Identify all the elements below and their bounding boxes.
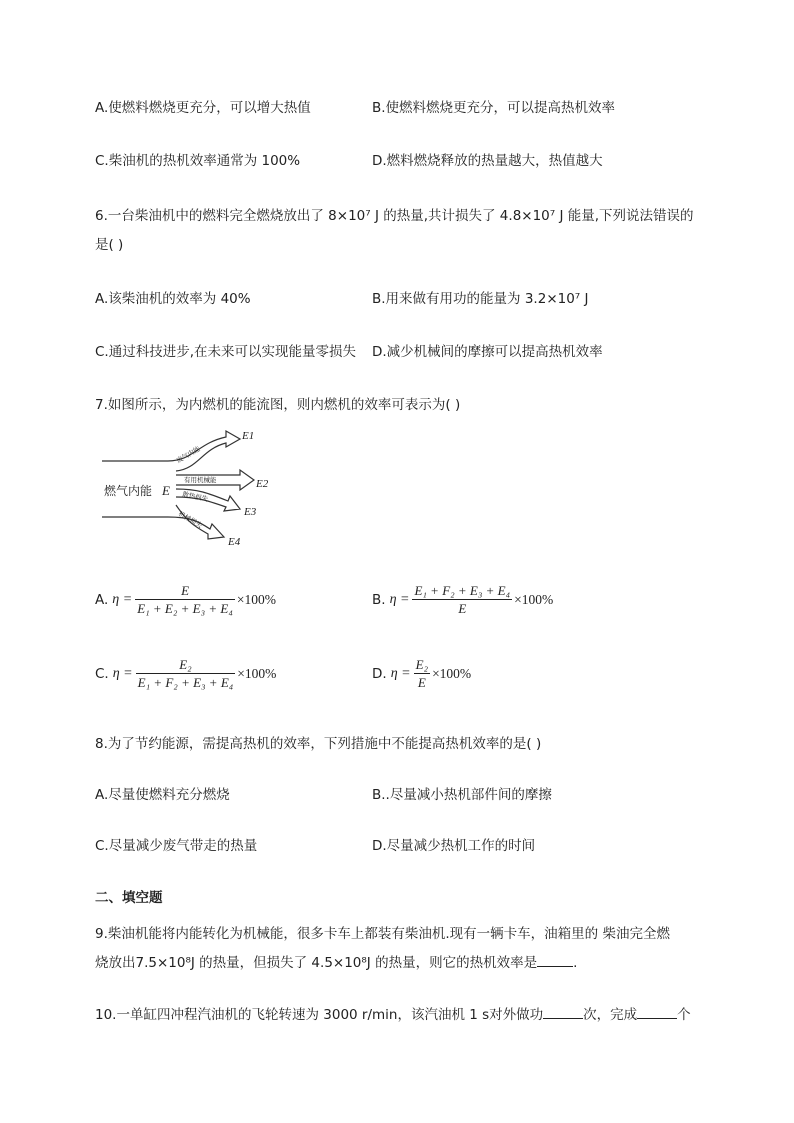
q7-option-a-percent: ×100% [236, 591, 276, 607]
q7-option-c-denominator: E₁ + F₂ + E₃ + E₄ [137, 675, 234, 690]
q7-option-b-fraction [412, 582, 512, 617]
q7-option-b-numerator: E₁ + F₂ + E₃ + E₄ [414, 583, 511, 598]
q8-stem: 8.为了节约能源，需提高热机的效率，下列措施中不能提高热机效率的是( ) [95, 736, 542, 752]
q6-option-d: D.减少机械间的摩擦可以提高热机效率 [372, 344, 603, 360]
q7-option-c [95, 656, 276, 691]
q7-option-a-label: A. [95, 591, 109, 608]
q9-answer-blank[interactable] [537, 954, 573, 967]
q7-option-d-fraction [414, 656, 430, 691]
q6-option-b: B.用来做有用功的能量为 3.2×10⁷ J [372, 291, 589, 307]
diagram-e2-label: E2 [256, 478, 269, 490]
q7-option-b [372, 582, 553, 617]
q6-stem-line1: 6.一台柴油机中的燃料完全燃烧放出了 8×10⁷ J 的热量,共计损失了 4.8×10⁷ J 能量,下列说法错误的 [95, 208, 694, 224]
q7-option-d-numerator: E₂ [415, 657, 429, 672]
q5-option-c: C.柴油机的热机效率通常为 100% [95, 153, 301, 169]
q7-option-c-percent: ×100% [237, 665, 277, 681]
q6-option-c: C.通过科技进步,在未来可以实现能量零损失 [95, 344, 357, 360]
q7-option-b-percent: ×100% [514, 591, 554, 607]
q7-option-c-fraction [136, 656, 236, 691]
q7-option-c-label: C. [95, 665, 109, 682]
q5-option-d: D.燃料燃烧释放的热量越大，热值越大 [372, 153, 603, 169]
q7-option-a-eta: η = [112, 591, 133, 607]
diagram-band1-label: 废气内能 [175, 444, 202, 465]
diagram-e-label: E [162, 483, 170, 498]
diagram-e3-label: E3 [244, 506, 257, 518]
q7-option-b-eta: η = [389, 591, 410, 607]
q7-option-d-denominator: E [417, 675, 426, 690]
q10-part1: 10.一单缸四冲程汽油机的飞轮转速为 3000 r/min，该汽油机 1 s对外做功 [95, 1007, 544, 1023]
q10-line1 [95, 1003, 691, 1023]
diagram-band3-label: 散热损失 [181, 490, 209, 504]
q7-option-b-label: B. [372, 591, 386, 608]
q10-part2: 次，完成 [583, 1007, 638, 1023]
q8-option-d: D.尽量减少热机工作的时间 [372, 838, 536, 854]
diagram-e1-label: E1 [242, 430, 255, 442]
q7-option-d-percent: ×100% [432, 665, 472, 681]
q7-option-a-denominator: E₁ + E₂ + E₃ + E₄ [137, 601, 233, 616]
q9-line2: 烧放出7.5×10⁸J 的热量，但损失了 4.5×10⁸J 的热量，则它的热机效率是 [95, 955, 538, 971]
diagram-band2-label: 有用机械能 [184, 476, 217, 484]
q7-option-c-numerator: E₂ [136, 656, 236, 674]
diagram-e4-label: E4 [228, 536, 241, 548]
q9-line2-row: 烧放出7.5×10⁸J 的热量，但损失了 4.5×10⁸J 的热量，则它的热机效率是 . [95, 955, 578, 971]
q8-option-c: C.尽量减少废气带走的热量 [95, 838, 258, 854]
q5-option-a: A.使燃料燃烧更充分，可以增大热值 [95, 100, 311, 116]
q7-option-a-fraction [135, 582, 235, 617]
diagram-source-label: 燃气内能 [104, 484, 153, 498]
q10-part3: 个 [677, 1007, 691, 1023]
q10-blank-1[interactable] [543, 1006, 583, 1019]
diagram-band4-label: 机械损失 [177, 509, 204, 530]
q7-stem: 7.如图所示，为内燃机的能流图，则内燃机的效率可表示为( ) [95, 397, 461, 413]
flow-arrow-e1 [168, 431, 240, 471]
q5-option-b: B.使燃料燃烧更充分，可以提高热机效率 [372, 100, 616, 116]
energy-flow-diagram [98, 425, 288, 550]
q8-option-b: B..尽量减小热机部件间的摩擦 [372, 787, 552, 803]
q6-option-a: A.该柴油机的效率为 40% [95, 291, 251, 307]
section-title-fill-blank: 二、填空题 [95, 890, 163, 906]
q7-option-d [372, 656, 471, 691]
q8-option-a: A.尽量使燃料充分燃烧 [95, 787, 230, 803]
q7-option-c-eta: η = [112, 665, 133, 681]
q7-option-a [95, 582, 276, 617]
q6-stem-line2: 是( ) [95, 237, 124, 253]
q7-option-d-label: D. [372, 665, 387, 682]
q7-option-a-numerator: E [135, 582, 235, 600]
q7-option-d-eta: η = [390, 665, 411, 681]
q7-option-b-denominator: E [458, 601, 467, 616]
q9-line1: 9.柴油机能将内能转化为机械能，很多卡车上都装有柴油机.现有一辆卡车，油箱里的 柴油完全燃 [95, 926, 670, 942]
q10-blank-2[interactable] [637, 1006, 677, 1019]
